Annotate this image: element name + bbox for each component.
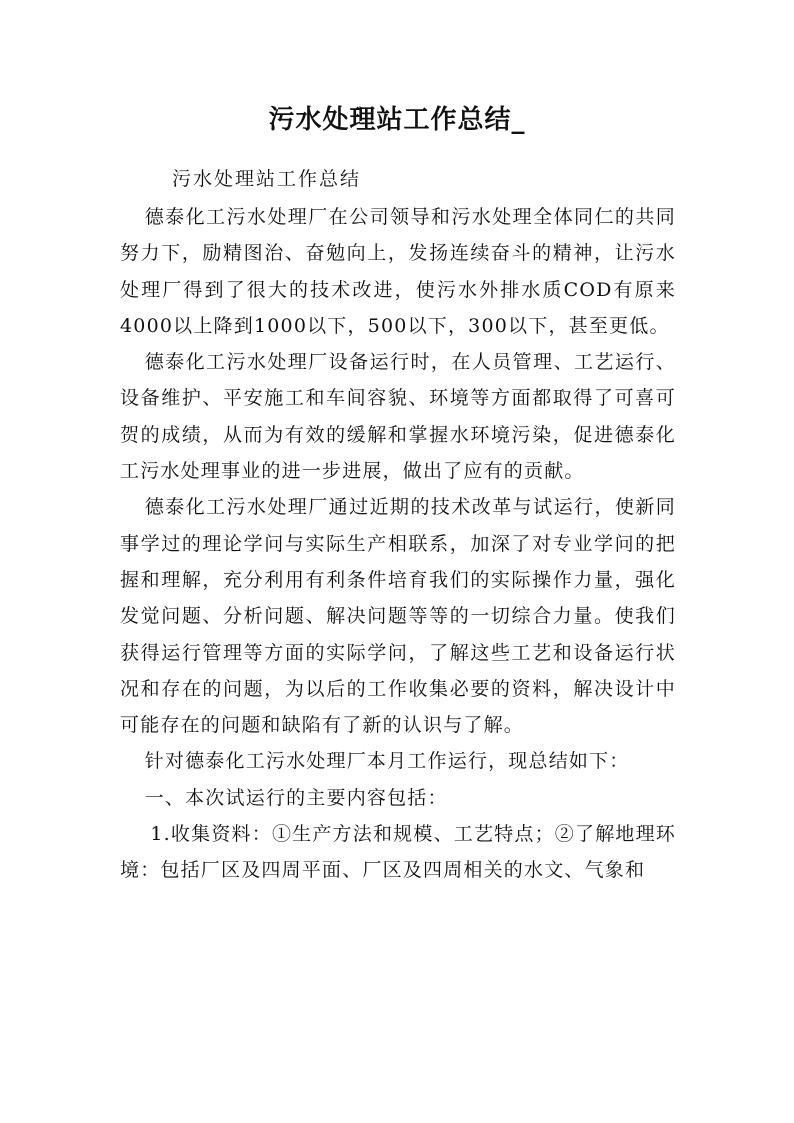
section-heading-1: 一、本次试运行的主要内容包括：: [144, 786, 448, 809]
document-title: 污水处理站工作总结_: [268, 105, 526, 135]
paragraph-intro: 德泰化工污水处理厂在公司领导和污水处理全体同仁的共同努力下，励精图治、奋勉向上，发扬连续奋斗的精神，让污水处理厂得到了很大的技术改进，使污水外排水质COD有原来4000以上降到1000以下，500以下，300以下，甚至更低。: [120, 206, 676, 337]
document-body: [120, 199, 676, 889]
paragraph-training: 德泰化工污水处理厂通过近期的技术改革与试运行，使新同事学过的理论学问与实际生产相联系，加深了对专业学问的把握和理解，充分利用有利条件培育我们的实际操作力量，强化发觉问题、分析问题、解决问题等等的一切综合力量。使我们获得运行管理等方面的实际学问，了解这些工艺和设备运行状况和存在的问题，为以后的工作收集必要的资料，解决设计中可能存在的问题和缺陷有了新的认识与了解。: [120, 496, 676, 737]
list-item-1: 1.收集资料：①生产方法和规模、工艺特点；②了解地理环境：包括厂区及四周平面、厂区及四周相关的水文、气象和: [120, 823, 676, 882]
paragraph-summary-lead: 针对德泰化工污水处理厂本月工作运行，现总结如下：: [144, 750, 630, 773]
document-subtitle: 污水处理站工作总结: [172, 168, 362, 190]
paragraph-achievements: 德泰化工污水处理厂设备运行时，在人员管理、工艺运行、设备维护、平安施工和车间容貌、环境等方面都取得了可喜可贺的成绩，从而为有效的缓解和掌握水环境污染，促进德泰化工污水处理事业的进一步进展，做出了应有的贡献。: [120, 351, 676, 483]
